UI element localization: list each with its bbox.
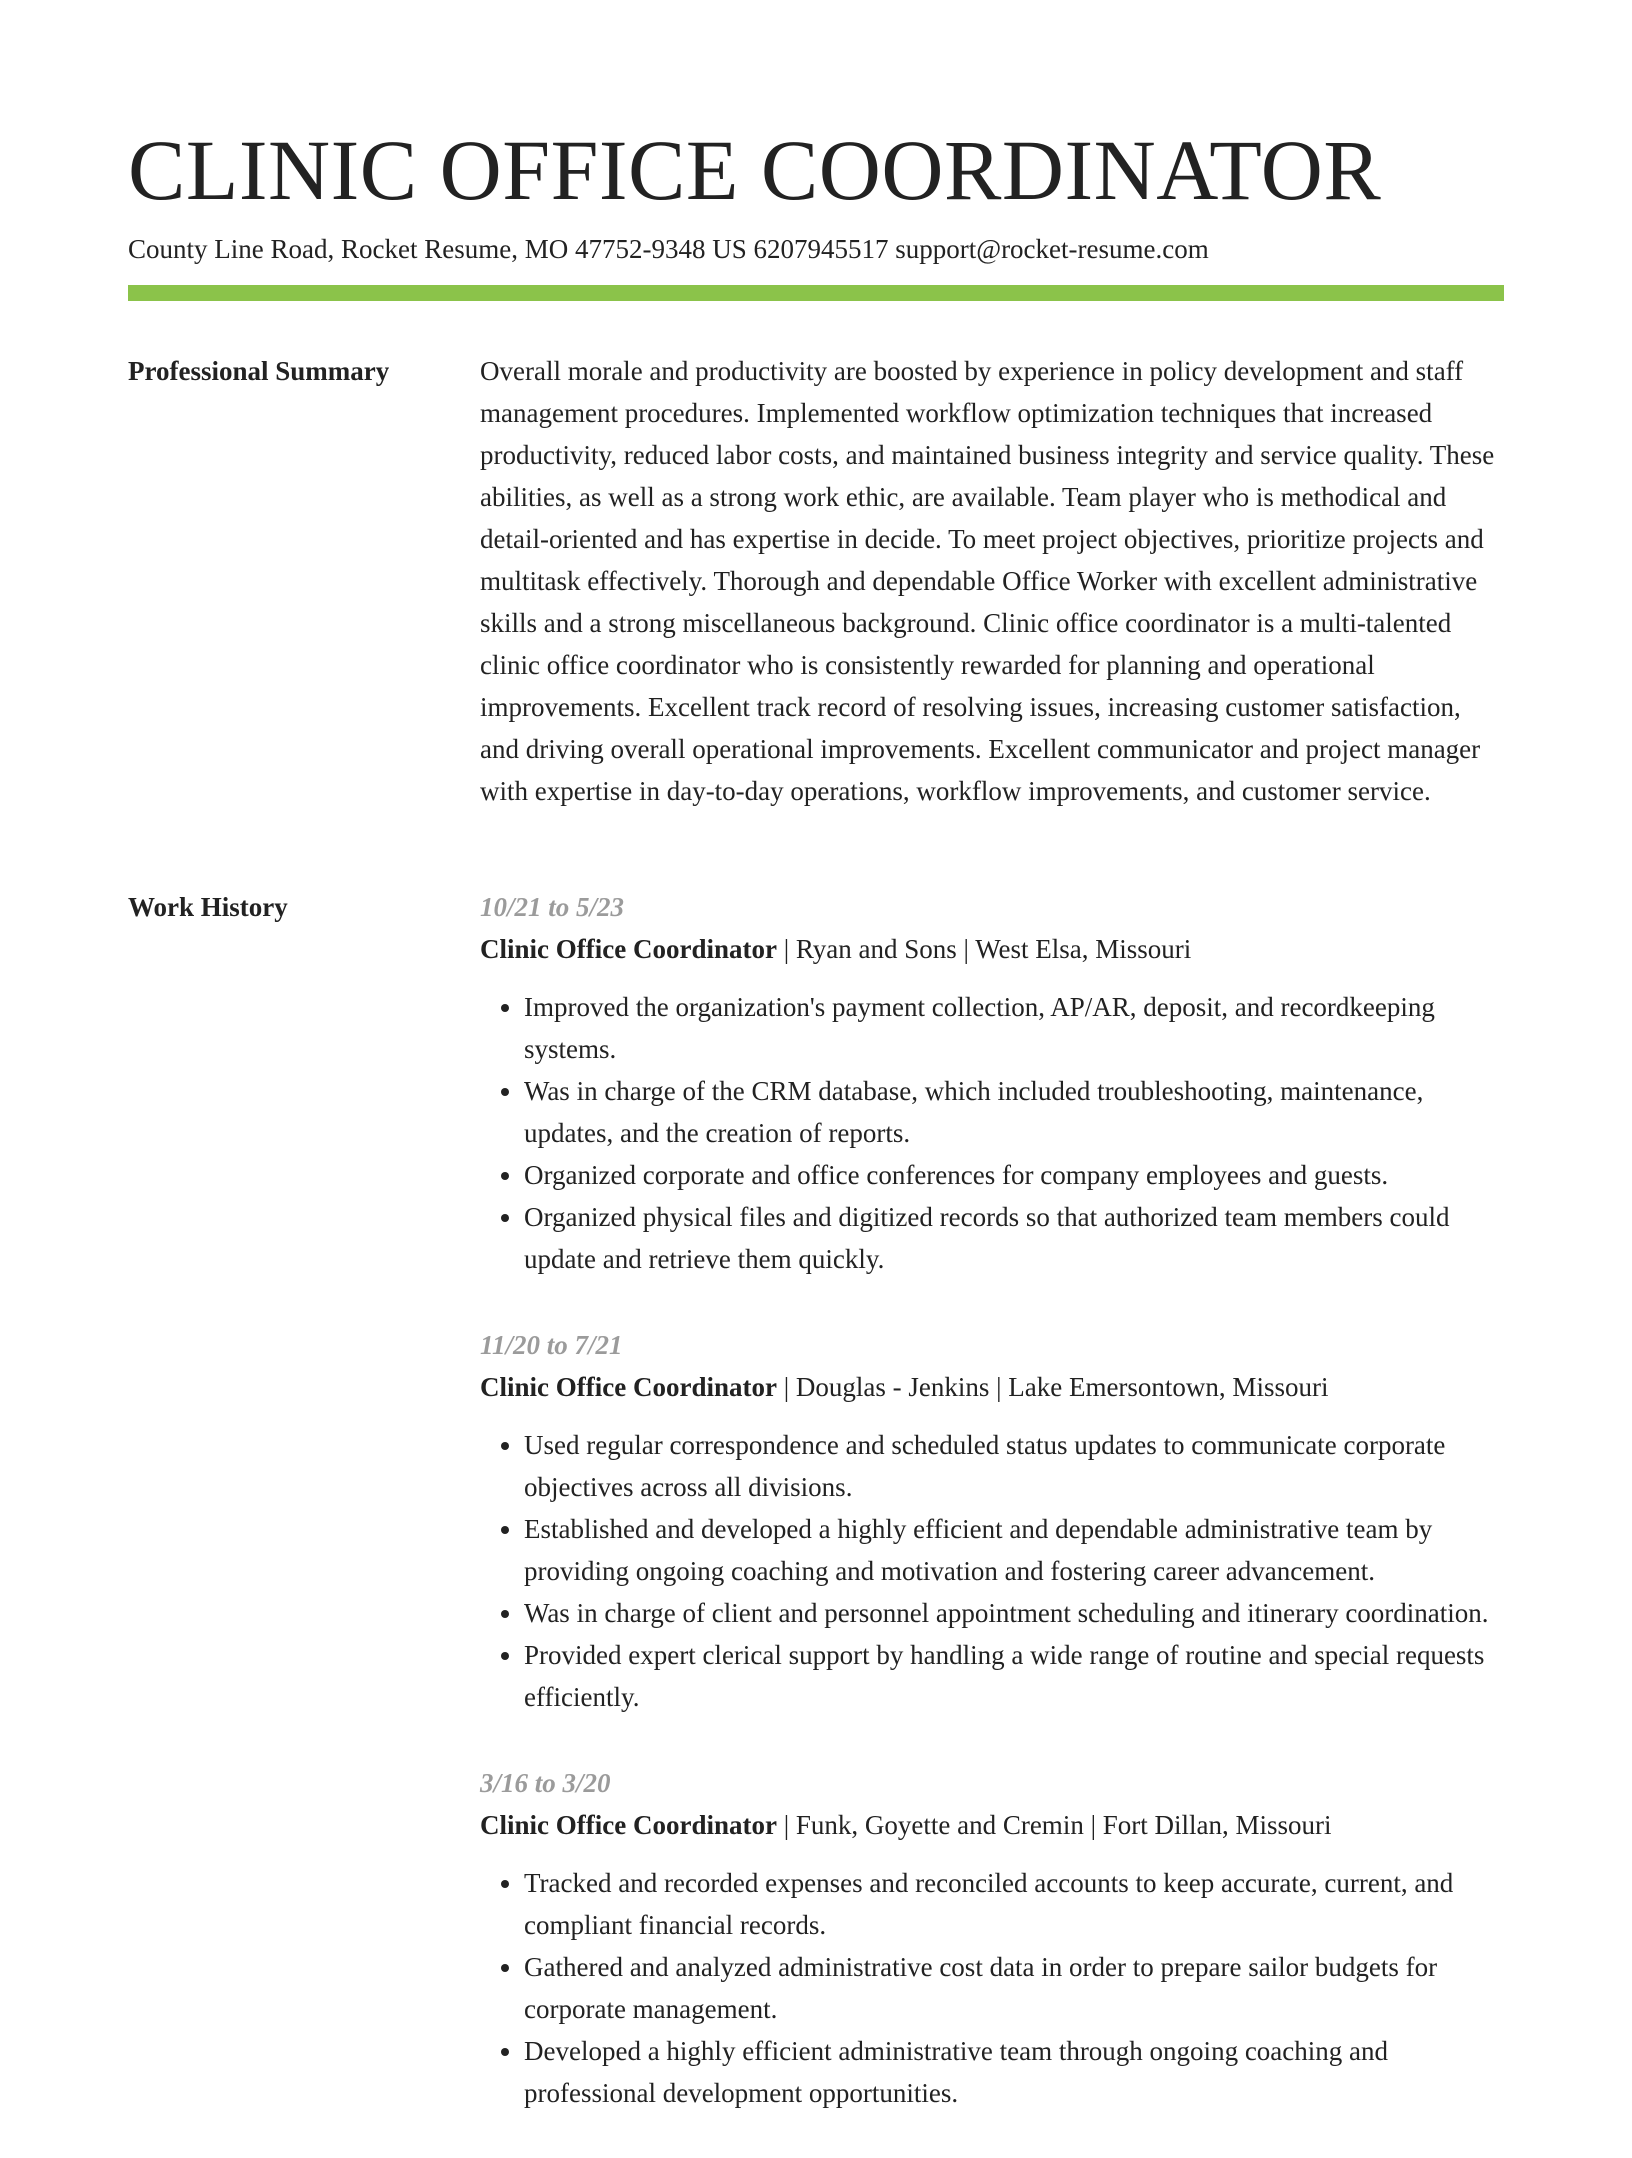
job-bullet: • Was in charge of client and personnel appointment scheduling and itinerary coordination. <box>524 1592 1504 1634</box>
job-bullet: • Was in charge of the CRM database, which included troubleshooting, maintenance, updates, and the creation of reports. <box>524 1070 1504 1154</box>
job-title: Clinic Office Coordinator <box>480 1810 777 1840</box>
job-bullet: • Organized corporate and office conferences for company employees and guests. <box>524 1154 1504 1196</box>
job-dates: 11/20 to 7/21 <box>480 1330 623 1360</box>
accent-divider <box>128 285 1504 301</box>
contact-info: County Line Road, Rocket Resume, MO 47752-9348 US 6207945517 support@rocket-resume.com <box>128 234 1209 264</box>
job-bullet: • Provided expert clerical support by handling a wide range of routine and special requests efficiently. <box>524 1634 1504 1718</box>
professional-summary-body <box>480 350 1504 812</box>
job-heading <box>480 928 1504 970</box>
job-bullet: • Established and developed a highly efficient and dependable administrative team by providing ongoing coaching and motivation and fostering career advancement. <box>524 1508 1504 1592</box>
job-employer-location: | Ryan and Sons | West Elsa, Missouri <box>776 934 1192 964</box>
job-bullet: • Improved the organization's payment collection, AP/AR, deposit, and recordkeeping systems. <box>524 986 1504 1070</box>
job-bullet: • Developed a highly efficient administrative team through ongoing coaching and professional development opportunities. <box>524 2030 1504 2114</box>
job-bullet-list <box>480 986 1504 1280</box>
job-heading <box>480 1804 1504 1846</box>
job-heading <box>480 1366 1504 1408</box>
work-history-list <box>480 886 1504 2158</box>
job-bullet: • Organized physical files and digitized records so that authorized team members could update and retrieve them quickly. <box>524 1196 1504 1280</box>
work-history-heading: Work History <box>128 892 288 922</box>
job-dates: 3/16 to 3/20 <box>480 1768 611 1798</box>
resume-name: CLINIC OFFICE COORDINATOR <box>128 122 1382 218</box>
job-bullet-list <box>480 1862 1504 2114</box>
job-bullet: • Gathered and analyzed administrative cost data in order to prepare sailor budgets for corporate management. <box>524 1946 1504 2030</box>
job-entry <box>480 886 1504 1280</box>
job-title: Clinic Office Coordinator <box>480 1372 777 1402</box>
job-entry <box>480 1762 1504 2114</box>
job-title: Clinic Office Coordinator <box>480 934 777 964</box>
professional-summary-heading: Professional Summary <box>128 356 390 386</box>
job-bullet: • Tracked and recorded expenses and reconciled accounts to keep accurate, current, and compliant financial records. <box>524 1862 1504 1946</box>
professional-summary-text: Overall morale and productivity are boosted by experience in policy development and staff management procedures. Implemented workflow optimization techniques that increased productivity, reduced labor costs, and maintained business integrity and service quality. These abilities, as well as a strong work ethic, are available. Team player who is methodical and detail-oriented and has expertise in decide. To meet project objectives, prioritize projects and multitask effectively. Thorough and dependable Office Worker with excellent administrative skills and a strong miscellaneous background. Clinic office coordinator is a multi-talented clinic office coordinator who is consistently rewarded for planning and operational improvements. Excellent track record of resolving issues, increasing customer satisfaction, and driving overall operational improvements. Excellent communicator and project manager with expertise in day-to-day operations, workflow improvements, and customer service. <box>480 356 1495 806</box>
job-dates: 10/21 to 5/23 <box>480 892 625 922</box>
job-bullet: • Used regular correspondence and scheduled status updates to communicate corporate objectives across all divisions. <box>524 1424 1504 1508</box>
job-employer-location: | Funk, Goyette and Cremin | Fort Dillan, Missouri <box>776 1810 1332 1840</box>
job-employer-location: | Douglas - Jenkins | Lake Emersontown, Missouri <box>776 1372 1329 1402</box>
job-bullet-list <box>480 1424 1504 1718</box>
job-entry <box>480 1324 1504 1718</box>
